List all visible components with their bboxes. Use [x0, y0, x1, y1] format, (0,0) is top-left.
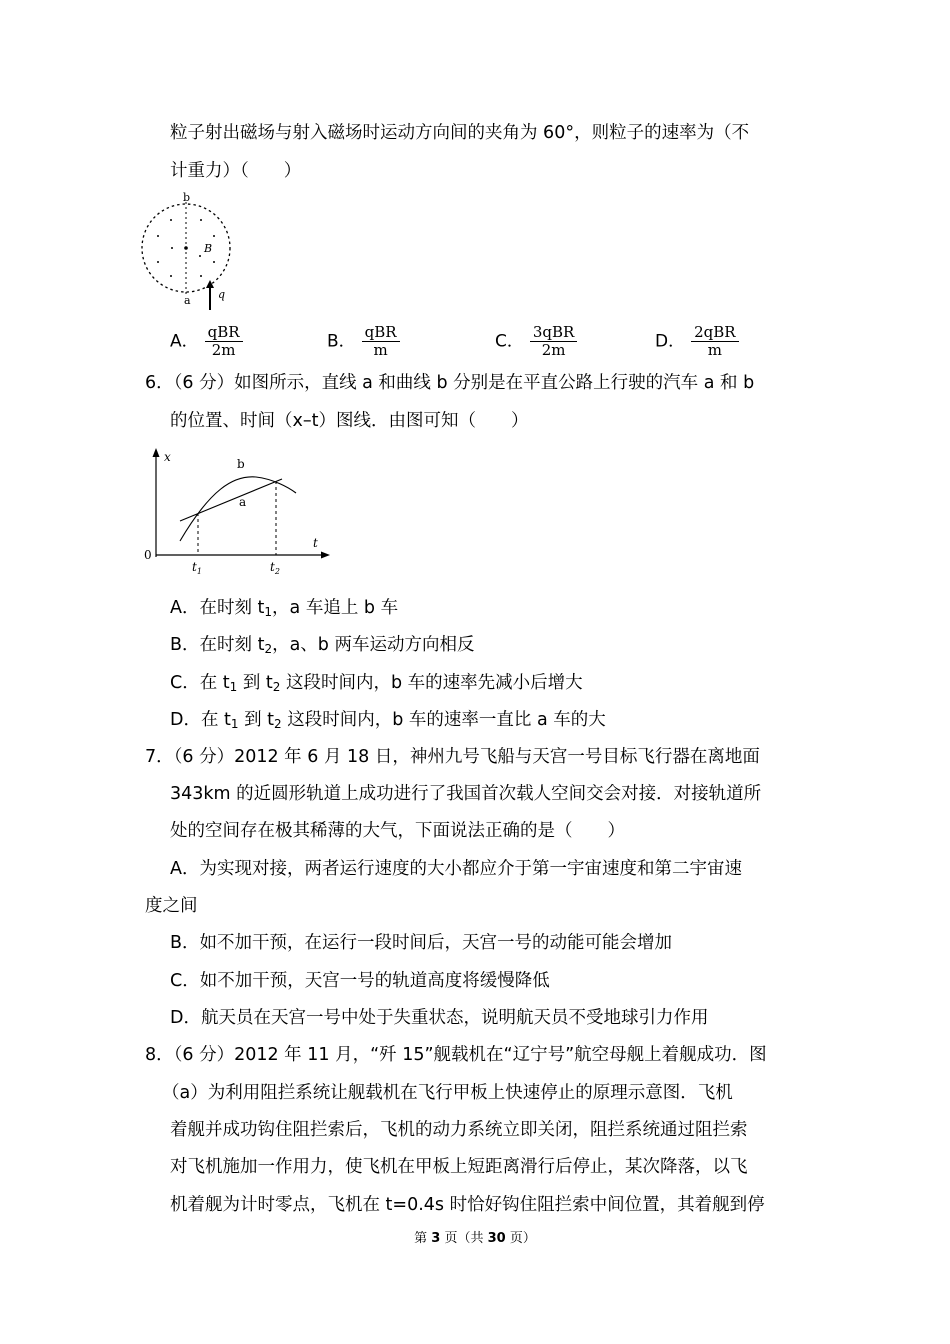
axis-t-label: t	[313, 536, 318, 550]
point-b-label: b	[183, 191, 191, 204]
label-a: a	[239, 495, 247, 509]
tick-t1-label: $t_1$	[192, 560, 202, 576]
page-number: 3	[431, 1231, 441, 1246]
origin-label: 0	[144, 548, 152, 562]
option-letter: D．	[655, 331, 686, 352]
charge-q-label: q	[218, 288, 226, 301]
q7-stem-line1: 7．（6 分）2012 年 6 月 18 日，神州九号飞船与天宫一号目标飞行器在离地面	[145, 747, 760, 767]
q5-option-d[interactable]	[655, 324, 739, 359]
q6-option-d[interactable]: D．在 $t_1$ 到 $t_2$ 这段时间内，b 车的速率一直比 a 车的大	[170, 710, 606, 731]
axis-x-label: x	[164, 450, 171, 464]
q7-option-a-line1[interactable]: A．为实现对接，两者运行速度的大小都应介于第一宇宙速度和第二宇宙速	[170, 859, 742, 879]
page-footer: 第 3 页（共 30 页）	[414, 1231, 536, 1246]
q6-option-c[interactable]: C．在 $t_1$ 到 $t_2$ 这段时间内，b 车的速率先减小后增大	[170, 673, 583, 694]
q5-magnetic-field-figure	[138, 190, 238, 312]
tick-t2-label: $t_2$	[270, 560, 280, 576]
q5-option-b[interactable]	[327, 324, 400, 359]
q8-stem-line2: （a）为利用阻拦系统让舰载机在飞行甲板上快速停止的原理示意图．飞机	[162, 1083, 733, 1103]
q6-option-b[interactable]: B．在时刻 $t_2$，a、b 两车运动方向相反	[170, 635, 475, 656]
q6-position-time-graph	[138, 445, 338, 580]
fraction: $\frac{\text{qBR}}{2m}$	[205, 324, 243, 359]
q7-option-c[interactable]: C．如不加干预，天宫一号的轨道高度将缓慢降低	[170, 971, 550, 991]
q7-stem-line2: 343km 的近圆形轨道上成功进行了我国首次载人空间交会对接．对接轨道所	[170, 784, 762, 804]
fraction: $\frac{\text{3qBR}}{2m}$	[530, 324, 577, 359]
q7-option-b[interactable]: B．如不加干预，在运行一段时间后，天宫一号的动能可能会增加	[170, 933, 673, 953]
point-a-label: a	[184, 294, 191, 307]
q5-stem-line2: 计重力）（ ）	[170, 161, 302, 181]
line-a	[180, 479, 282, 521]
q7-option-d[interactable]: D．航天员在天宫一号中处于失重状态，说明航天员不受地球引力作用	[170, 1008, 709, 1028]
q7-option-a-line2: 度之间	[145, 896, 198, 916]
option-letter: C．	[495, 331, 524, 352]
q7-stem-line3: 处的空间存在极其稀薄的大气，下面说法正确的是（ ）	[170, 821, 625, 841]
option-letter: A．	[170, 331, 199, 352]
q8-stem-line1: 8．（6 分）2012 年 11 月，“歼 15”舰载机在“辽宁号”航空母舰上着舰成功．图	[145, 1045, 767, 1065]
q6-stem-line1: 6．（6 分）如图所示，直线 a 和曲线 b 分别是在平直公路上行驶的汽车 a 和 b	[145, 373, 755, 393]
q8-stem-line3: 着舰并成功钩住阻拦索后，飞机的动力系统立即关闭，阻拦系统通过阻拦索	[170, 1120, 748, 1140]
fraction: $\frac{\text{2qBR}}{m}$	[691, 324, 738, 359]
q8-stem-line4: 对飞机施加一作用力，使飞机在甲板上短距离滑行后停止，某次降落，以飞	[170, 1157, 748, 1177]
q5-option-a[interactable]	[170, 324, 243, 359]
q5-stem-line1: 粒子射出磁场与射入磁场时运动方向间的夹角为 60°，则粒子的速率为（不	[170, 123, 750, 143]
q6-stem-line2: 的位置、时间（x﻿–t）图线．由图可知（ ）	[170, 411, 529, 431]
q6-option-a[interactable]: A．在时刻 $t_1$，a 车追上 b 车	[170, 598, 399, 619]
curve-b	[180, 477, 296, 541]
label-b: b	[237, 457, 245, 471]
field-b-label: B	[204, 242, 213, 255]
fraction: $\frac{\text{qBR}}{m}$	[362, 324, 400, 359]
page-total: 30	[487, 1231, 506, 1246]
q5-option-c[interactable]	[495, 324, 577, 359]
option-letter: B．	[327, 331, 356, 352]
q8-stem-line5: 机着舰为计时零点，飞机在 t=0.4s 时恰好钩住阻拦索中间位置，其着舰到停	[170, 1195, 765, 1215]
